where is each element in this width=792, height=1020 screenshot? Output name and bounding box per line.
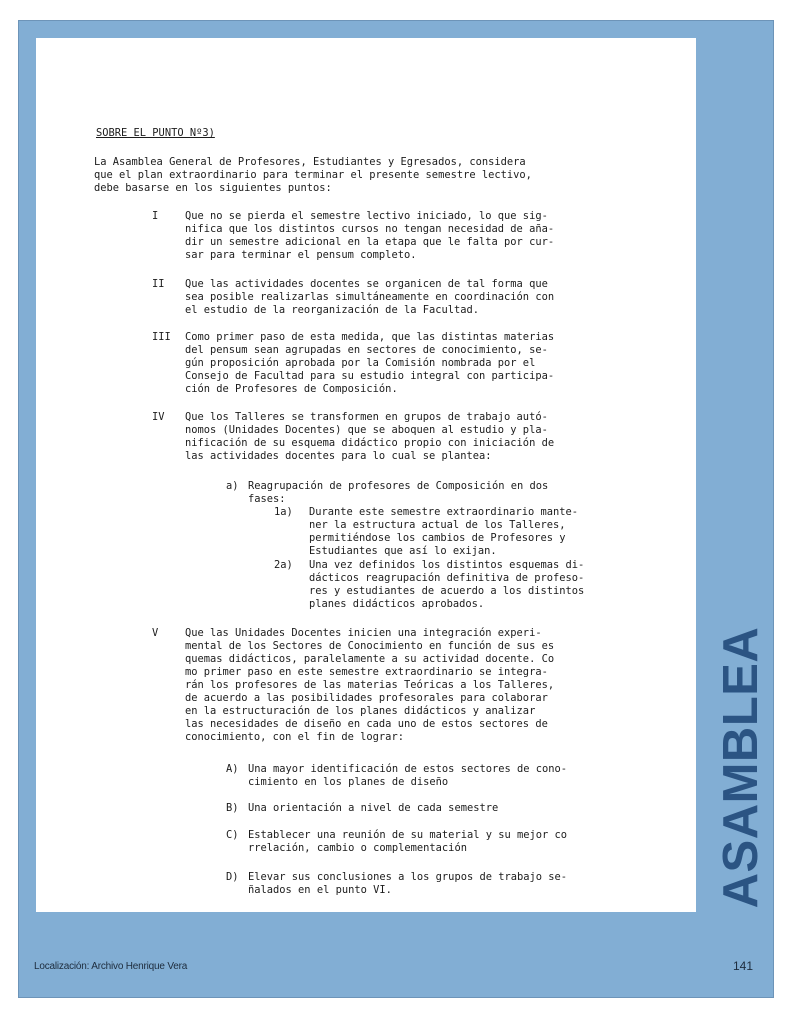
subpoint-line: cimiento en los planes de diseño [248, 776, 449, 788]
intro-line: La Asamblea General de Profesores, Estudiantes y Egresados, considera [94, 156, 526, 168]
point-line: de acuerdo a las posibilidades profesorales para colaborar [185, 692, 548, 704]
point-line: mental de los Sectores de Conocimiento en función de sus es [185, 640, 555, 652]
point-line: sar para terminar el pensum completo. [185, 249, 417, 261]
intro-line: que el plan extraordinario para terminar el presente semestre lectivo, [94, 169, 532, 181]
subpoint-line: rrelación, cambio o complementación [248, 842, 467, 854]
subpoint-line: Estudiantes que así lo exijan. [309, 545, 497, 557]
subpoint-label: A) [226, 763, 239, 775]
point-line: Que los Talleres se transformen en grupos de trabajo autó- [185, 411, 548, 423]
point-line: ción de Profesores de Composición. [185, 383, 398, 395]
subpoint-line: permitiéndose los cambios de Profesores y [309, 532, 566, 544]
point-line: Consejo de Facultad para su estudio integral con participa- [185, 370, 555, 382]
page-number: 141 [733, 959, 754, 973]
point-line: quemas didácticos, paralelamente a su actividad docente. Co [185, 653, 555, 665]
subpoint-line: ñalados en el punto VI. [248, 884, 392, 896]
point-line: dir un semestre adicional en la etapa que le falta por cur- [185, 236, 555, 248]
point-line: Que no se pierda el semestre lectivo iniciado, lo que sig- [185, 210, 548, 222]
point-line: sea posible realizarlas simultáneamente en coordinación con [185, 291, 555, 303]
point-numeral: III [152, 331, 171, 343]
subpoint-line: Durante este semestre extraordinario mante- [309, 506, 578, 518]
point-line: gún proposición aprobada por la Comisión nombrada por el [185, 357, 536, 369]
point-line: las necesidades de diseño en cada uno de estos sectores de [185, 718, 548, 730]
subpoint-label: D) [226, 871, 239, 883]
subpoint-label: C) [226, 829, 239, 841]
footer-location: Localización: Archivo Henrique Vera [34, 961, 188, 972]
point-line: nomos (Unidades Docentes) que se aboquen al estudio y pla- [185, 424, 548, 436]
subpoint-line: Una vez definidos los distintos esquemas di- [309, 559, 585, 571]
point-line: nificación de su esquema didáctico propio con iniciación de [185, 437, 555, 449]
subpoint-line: fases: [248, 493, 286, 505]
subpoint-label: B) [226, 802, 239, 814]
subpoint-line: dácticos reagrupación definitiva de profeso- [309, 572, 585, 584]
subpoint-line: Elevar sus conclusiones a los grupos de trabajo se- [248, 871, 568, 883]
point-line: Que las Unidades Docentes inicien una integración experi- [185, 627, 542, 639]
point-line: nifica que los distintos cursos no tengan necesidad de aña- [185, 223, 555, 235]
point-line: Como primer paso de esta medida, que las distintas materias [185, 331, 555, 343]
subpoint-label: 2a) [274, 559, 293, 571]
point-line: en la estructuración de los planes didácticos y analizar [185, 705, 536, 717]
subpoint-label: a) [226, 480, 239, 492]
point-numeral: II [152, 278, 165, 290]
point-numeral: IV [152, 411, 165, 423]
point-line: Que las actividades docentes se organicen de tal forma que [185, 278, 548, 290]
point-numeral: V [152, 627, 159, 639]
point-numeral: I [152, 210, 159, 222]
point-line: del pensum sean agrupadas en sectores de conocimiento, se- [185, 344, 548, 356]
scanned-document [36, 38, 696, 912]
section-title: ASAMBLEA [714, 626, 768, 909]
subpoint-line: planes didácticos aprobados. [309, 598, 485, 610]
intro-line: debe basarse en los siguientes puntos: [94, 182, 332, 194]
subpoint-label: 1a) [274, 506, 293, 518]
subpoint-line: res y estudiantes de acuerdo a los distintos [309, 585, 585, 597]
point-line: rán los profesores de las materias Teóricas a los Talleres, [185, 679, 555, 691]
subpoint-line: ner la estructura actual de los Talleres, [309, 519, 566, 531]
point-line: las actividades docentes para lo cual se plantea: [185, 450, 492, 462]
subpoint-line: Establecer una reunión de su material y su mejor co [248, 829, 568, 841]
subpoint-line: Una orientación a nivel de cada semestre [248, 802, 499, 814]
section-sidebar [716, 615, 766, 920]
document-heading: SOBRE EL PUNTO Nº3) [96, 127, 215, 139]
subpoint-line: Reagrupación de profesores de Composición en dos [248, 480, 549, 492]
point-line: conocimiento, con el fin de lograr: [185, 731, 404, 743]
point-line: mo primer paso en este semestre extraordinario se integra- [185, 666, 548, 678]
subpoint-line: Una mayor identificación de estos sectores de cono- [248, 763, 568, 775]
point-line: el estudio de la reorganización de la Facultad. [185, 304, 480, 316]
